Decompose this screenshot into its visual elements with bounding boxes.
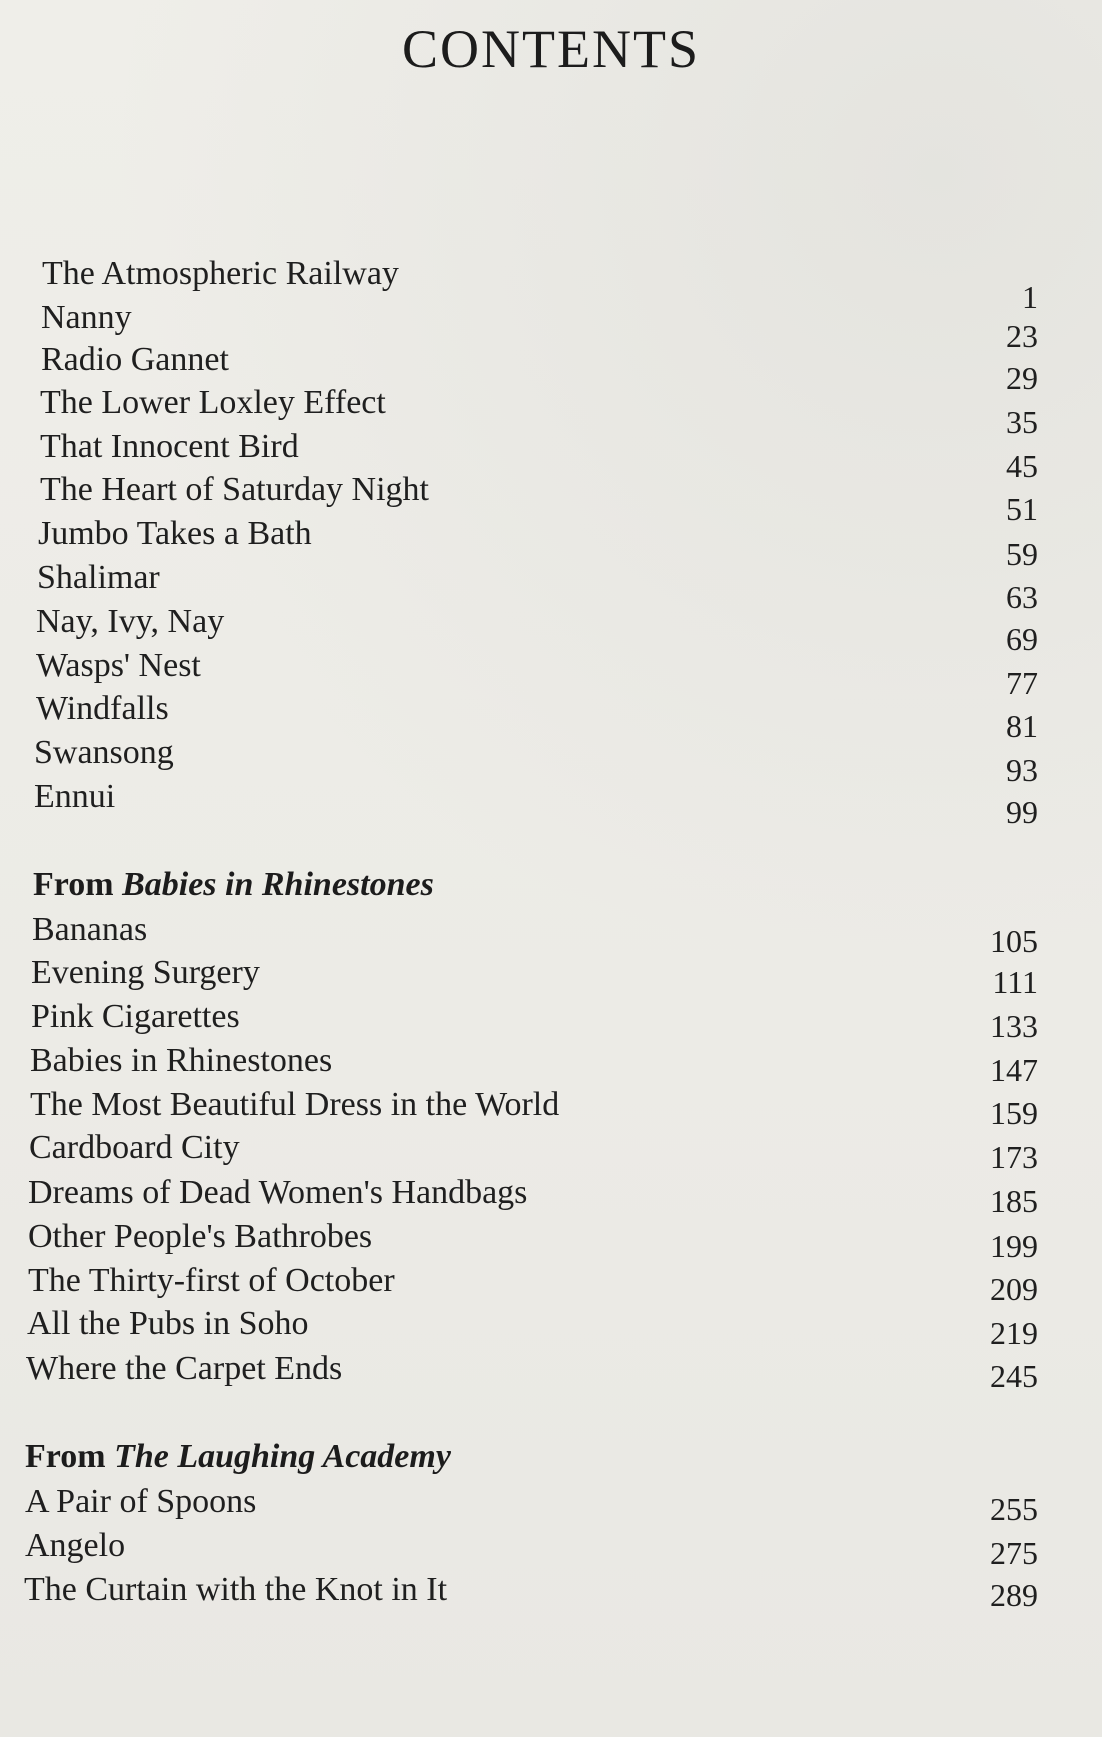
entry-page-number: 275	[990, 1535, 1038, 1571]
section-heading-babies-in-rhinestones	[33, 866, 434, 904]
entry-page-number: 69	[1006, 621, 1038, 657]
entry-title: Babies in Rhinestones	[30, 1042, 333, 1079]
entry-page-number: 133	[990, 1008, 1038, 1044]
entry-page-number: 51	[1006, 491, 1038, 527]
entry-page-number: 173	[990, 1139, 1038, 1175]
section-heading-book-title: The Laughing Academy	[114, 1438, 451, 1475]
entry-title: Wasps' Nest	[36, 647, 201, 684]
entry-title: Angelo	[25, 1527, 126, 1564]
section-heading-prefix: From	[33, 866, 114, 903]
toc-entry[interactable]	[0, 1042, 1102, 1086]
entry-title: A Pair of Spoons	[25, 1483, 257, 1520]
toc-entry[interactable]	[0, 690, 1102, 744]
entry-title: Other People's Bathrobes	[28, 1218, 373, 1255]
section-heading-the-laughing-academy	[25, 1438, 451, 1476]
entry-title: Bananas	[32, 911, 148, 948]
entry-title: The Atmospheric Railway	[42, 255, 399, 292]
entry-title: All the Pubs in Soho	[27, 1305, 309, 1342]
entry-page-number: 147	[990, 1052, 1038, 1088]
toc-entry[interactable]	[0, 911, 1102, 959]
toc-entry[interactable]	[0, 1305, 1102, 1349]
toc-entry[interactable]	[0, 734, 1102, 788]
entry-page-number: 63	[1006, 579, 1038, 615]
entry-page-number: 23	[1006, 318, 1038, 354]
toc-entry[interactable]	[0, 1086, 1102, 1130]
entry-page-number: 1	[1022, 279, 1038, 315]
entry-title: Shalimar	[37, 559, 160, 596]
entry-title: The Heart of Saturday Night	[40, 471, 429, 508]
entry-title: The Curtain with the Knot in It	[24, 1571, 448, 1608]
toc-entry[interactable]	[0, 255, 1102, 315]
entry-page-number: 99	[1006, 794, 1038, 830]
entry-title: Swansong	[34, 734, 174, 771]
entry-page-number: 289	[990, 1577, 1038, 1613]
toc-entry[interactable]	[0, 1571, 1102, 1615]
entry-title: Evening Surgery	[31, 954, 260, 991]
entry-page-number: 245	[990, 1358, 1038, 1394]
section-heading-prefix: From	[25, 1438, 106, 1475]
toc-entry[interactable]	[0, 1483, 1102, 1527]
toc-entry[interactable]	[0, 1350, 1102, 1394]
toc-entry[interactable]	[0, 1218, 1102, 1262]
entry-page-number: 185	[990, 1183, 1038, 1219]
entry-page-number: 209	[990, 1271, 1038, 1307]
entry-title: Radio Gannet	[41, 341, 229, 378]
toc-entry[interactable]	[0, 1174, 1102, 1218]
entry-title: Pink Cigarettes	[31, 998, 240, 1035]
toc-entry[interactable]	[0, 428, 1102, 484]
toc-entry[interactable]	[0, 603, 1102, 657]
toc-entry[interactable]	[0, 341, 1102, 396]
entry-page-number: 159	[990, 1095, 1038, 1131]
entry-page-number: 219	[990, 1315, 1038, 1351]
entry-title: The Lower Loxley Effect	[40, 384, 386, 421]
entry-page-number: 111	[992, 964, 1038, 1000]
section-heading-book-title: Babies in Rhinestones	[122, 866, 434, 903]
entry-title: Jumbo Takes a Bath	[38, 515, 312, 552]
entry-title: The Most Beautiful Dress in the World	[30, 1086, 560, 1123]
toc-entry[interactable]	[0, 1262, 1102, 1306]
toc-entry[interactable]	[0, 559, 1102, 615]
toc-entry[interactable]	[0, 299, 1102, 354]
toc-entry[interactable]	[0, 954, 1102, 998]
entry-title: The Thirty-first of October	[28, 1262, 395, 1299]
entry-page-number: 29	[1006, 360, 1038, 396]
toc-entry[interactable]	[0, 515, 1102, 572]
entry-title: Cardboard City	[29, 1129, 240, 1166]
entry-title: That Innocent Bird	[40, 428, 299, 465]
toc-entry[interactable]	[0, 1527, 1102, 1571]
entry-page-number: 93	[1006, 752, 1038, 788]
entry-page-number: 199	[990, 1228, 1038, 1264]
entry-page-number: 77	[1006, 665, 1038, 701]
toc-entry[interactable]	[0, 384, 1102, 440]
entry-page-number: 59	[1006, 536, 1038, 572]
entry-page-number: 255	[990, 1491, 1038, 1527]
entry-title: Where the Carpet Ends	[26, 1350, 343, 1387]
entry-title: Nay, Ivy, Nay	[36, 603, 225, 640]
entry-title: Windfalls	[36, 690, 169, 727]
entry-page-number: 81	[1006, 708, 1038, 744]
toc-entry[interactable]	[0, 647, 1102, 701]
toc-entry[interactable]	[0, 778, 1102, 830]
toc-entry[interactable]	[0, 471, 1102, 527]
page-title: CONTENTS	[402, 19, 700, 79]
entry-title: Dreams of Dead Women's Handbags	[28, 1174, 528, 1211]
toc-entry[interactable]	[0, 1129, 1102, 1173]
toc-entry[interactable]	[0, 998, 1102, 1042]
entry-page-number: 105	[990, 923, 1038, 959]
entry-title: Nanny	[41, 299, 132, 336]
entry-page-number: 45	[1006, 448, 1038, 484]
entry-page-number: 35	[1006, 404, 1038, 440]
entry-title: Ennui	[34, 778, 116, 815]
